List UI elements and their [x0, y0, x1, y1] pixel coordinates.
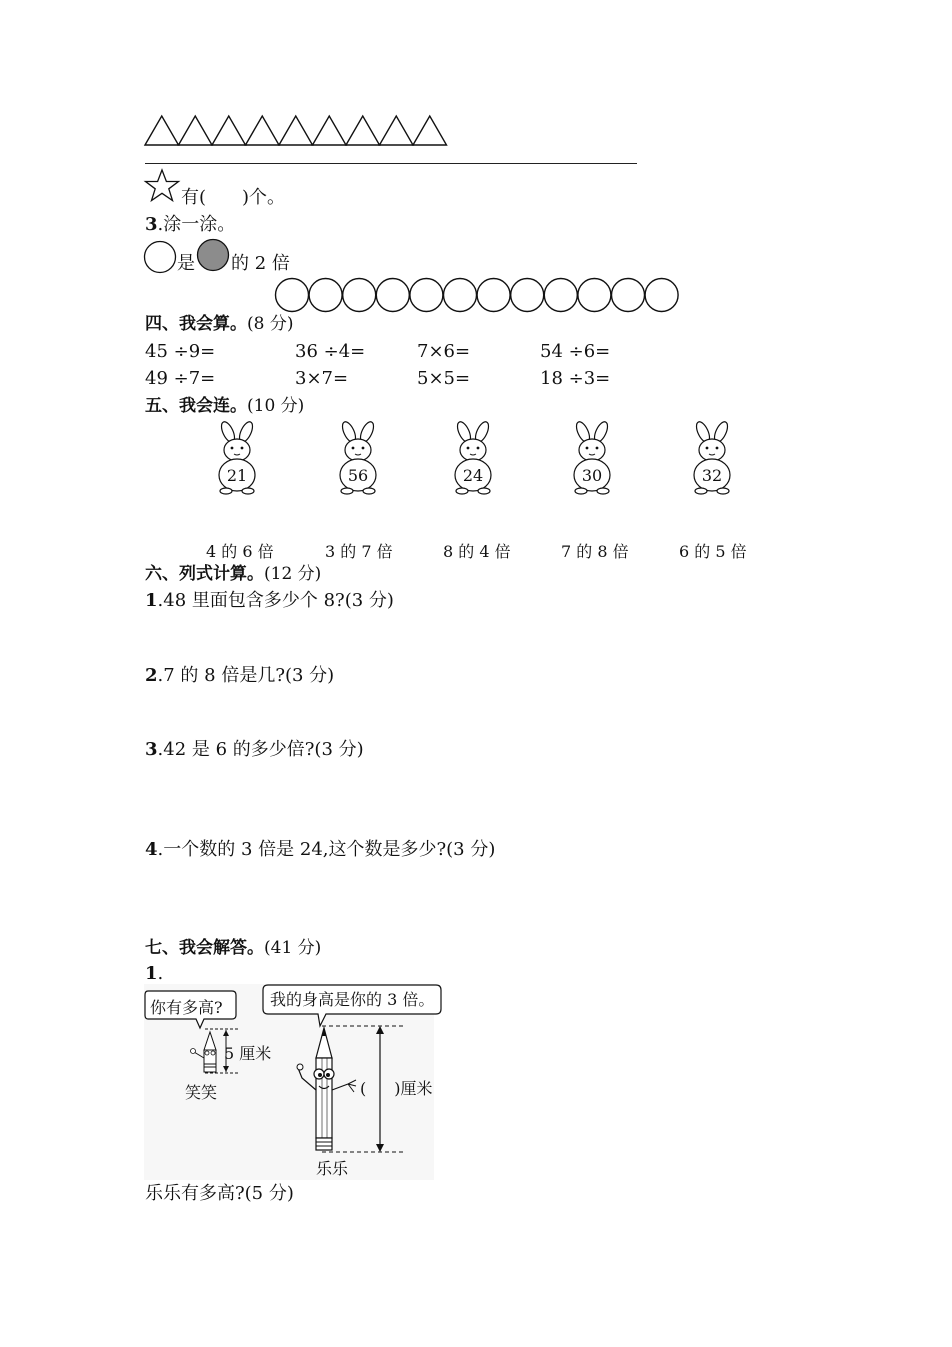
- section6-points: (12 分): [264, 564, 322, 584]
- circle-row[interactable]: [274, 276, 684, 316]
- paint-circle[interactable]: [276, 279, 309, 312]
- triangle-icon: [246, 116, 280, 145]
- star-question-suffix: )个。: [242, 187, 286, 208]
- rabbit-number: 21: [226, 466, 248, 485]
- big-height-label: [360, 1078, 433, 1100]
- rabbit-number: 56: [347, 466, 369, 485]
- calc-r2c2: 3×7=: [295, 368, 349, 389]
- answer-line: [145, 163, 637, 164]
- empty-circle: [144, 240, 178, 274]
- rabbit-number: 30: [581, 466, 603, 485]
- paint-circle[interactable]: [309, 279, 342, 312]
- calc-r2c3: 5×5=: [417, 368, 471, 389]
- rabbit-1[interactable]: [210, 420, 264, 496]
- s6-question-1: [145, 590, 394, 612]
- section5-title-text: 五、我会连。: [145, 396, 247, 416]
- rabbit-3[interactable]: [446, 420, 500, 496]
- q3-text: .涂一涂。: [157, 214, 236, 235]
- calc-r1c3: 7×6=: [417, 341, 471, 362]
- paint-circle[interactable]: [544, 279, 577, 312]
- connect-label-2[interactable]: 3 的 7 倍: [325, 542, 393, 561]
- big-name: 乐乐: [316, 1159, 349, 1178]
- paint-circle[interactable]: [578, 279, 611, 312]
- paint-circle[interactable]: [477, 279, 510, 312]
- paint-circle[interactable]: [645, 279, 678, 312]
- s7-q1-dot: .: [157, 963, 164, 984]
- q3-times-text: 的 2 倍: [231, 253, 290, 274]
- big-height-open: (: [360, 1079, 367, 1098]
- section5-points: (10 分): [247, 396, 305, 416]
- triangle-icon: [380, 116, 414, 145]
- section7-points: (41 分): [264, 938, 322, 958]
- s6-question-4: [145, 839, 495, 861]
- s6-q4-text: .一个数的 3 倍是 24,这个数是多少?(3 分): [157, 839, 496, 860]
- s6-q3-text: .42 是 6 的多少倍?(3 分): [157, 739, 364, 760]
- s6-q1-num: 1: [145, 590, 158, 611]
- triangle-icon: [212, 116, 246, 145]
- paint-circle[interactable]: [343, 279, 376, 312]
- star-question-prefix: 有(: [181, 187, 207, 208]
- small-name: 笑笑: [185, 1083, 218, 1102]
- filled-circle: [196, 238, 232, 272]
- triangle-row: [144, 114, 464, 148]
- section4-title: [145, 313, 293, 335]
- triangle-icon: [279, 116, 313, 145]
- section7-title-text: 七、我会解答。: [145, 938, 264, 958]
- section7-title: [145, 937, 321, 959]
- connect-label-5[interactable]: 6 的 5 倍: [679, 542, 747, 561]
- section4-points: (8 分): [247, 314, 294, 334]
- triangle-icon: [179, 116, 213, 145]
- calc-r2c4: 18 ÷3=: [540, 368, 611, 389]
- calc-r2c1: 49 ÷7=: [145, 368, 216, 389]
- s7-q1-question: 乐乐有多高?(5 分): [145, 1183, 294, 1204]
- big-height-close: )厘米: [394, 1079, 433, 1098]
- s6-question-2: [145, 665, 334, 687]
- rabbit-5[interactable]: [685, 420, 739, 496]
- section6-title: [145, 563, 321, 585]
- s6-q1-text: .48 里面包含多少个 8?(3 分): [157, 590, 394, 611]
- star-icon: [144, 168, 180, 202]
- star-question: [181, 187, 285, 209]
- s6-q4-num: 4: [145, 839, 158, 860]
- connect-label-1[interactable]: 4 的 6 倍: [206, 542, 274, 561]
- triangle-icon: [145, 116, 179, 145]
- s6-q3-num: 3: [145, 739, 158, 760]
- s6-q2-num: 2: [145, 665, 158, 686]
- section4-title-text: 四、我会算。: [145, 314, 247, 334]
- paint-circle[interactable]: [612, 279, 645, 312]
- connect-label-4[interactable]: 7 的 8 倍: [561, 542, 629, 561]
- connect-label-3[interactable]: 8 的 4 倍: [443, 542, 511, 561]
- section5-title: [145, 395, 304, 417]
- calc-r1c4: 54 ÷6=: [540, 341, 611, 362]
- paint-circle[interactable]: [410, 279, 443, 312]
- rabbit-number: 32: [701, 466, 723, 485]
- triangle-icon: [413, 116, 447, 145]
- triangle-icon: [346, 116, 380, 145]
- triangle-icon: [313, 116, 347, 145]
- rabbit-number: 24: [462, 466, 484, 485]
- paint-circle[interactable]: [376, 279, 409, 312]
- paint-circle[interactable]: [444, 279, 477, 312]
- bubble-right-text: 我的身高是你的 3 倍。: [270, 990, 435, 1009]
- small-height-label: 5 厘米: [224, 1044, 272, 1063]
- calc-r1c1: 45 ÷9=: [145, 341, 216, 362]
- q3-title: [145, 214, 235, 236]
- s7-q1-num: 1: [145, 963, 158, 984]
- q3-is-word: 是: [177, 253, 195, 274]
- s7-q1-label: [145, 963, 163, 985]
- paint-circle[interactable]: [511, 279, 544, 312]
- q3-number: 3: [145, 214, 158, 235]
- rabbit-4[interactable]: [565, 420, 619, 496]
- rabbit-2[interactable]: [331, 420, 385, 496]
- s6-question-3: [145, 739, 364, 761]
- bubble-left-text: 你有多高?: [150, 998, 223, 1017]
- s6-q2-text: .7 的 8 倍是几?(3 分): [157, 665, 335, 686]
- calc-r1c2: 36 ÷4=: [295, 341, 366, 362]
- section6-title-text: 六、列式计算。: [145, 564, 264, 584]
